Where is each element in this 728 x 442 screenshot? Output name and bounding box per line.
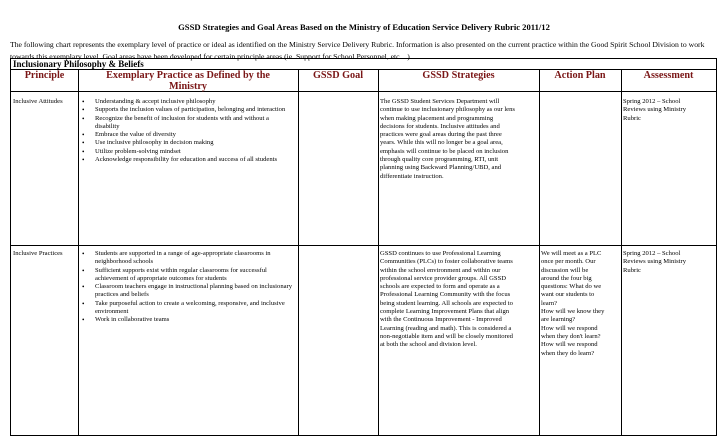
- row2-principle: Inclusive Practices: [13, 250, 63, 257]
- column-divider: [298, 70, 299, 435]
- row1-assessment: Spring 2012 – School Reviews using Ministry Rubric: [623, 98, 687, 122]
- column-divider: [621, 70, 622, 435]
- row2-strategies: GSSD continues to use Professional Learning Communities (PLCs) to foster collaborative teams within the school environment and within our professional service provider groups. All GSSD schools are expected to form and operate as a Professional Learning Community with the focus being student learning. All schools are expected to complete Learning Improvement Plans that align with the Continuous Improvement - Improved Learning (reading and math). This is considered a non-negotiable item and will be closely monitored at both the school and division level.: [380, 250, 513, 349]
- row2-practices: [79, 250, 293, 325]
- header-assessment: Assessment: [621, 70, 716, 92]
- header-goal: GSSD Goal: [298, 70, 378, 92]
- section-title: Inclusionary Philosophy & Beliefs: [11, 59, 716, 70]
- document-title: GSSD Strategies and Goal Areas Based on the Ministry of Education Service Delivery Rubric 2011/12: [178, 22, 550, 32]
- list-item: • Take purposeful action to create a welcoming, responsive, and inclusive environment: [79, 300, 293, 317]
- list-item: • Use inclusive philosophy in decision making: [79, 139, 293, 147]
- column-divider: [539, 70, 540, 435]
- header-principle: Principle: [11, 70, 78, 92]
- list-item: • Work in collaborative teams: [79, 316, 293, 324]
- row2-action: We will meet as a PLC once per month. Our discussion will be around the four big questions: What do we want our students to learn? How will we know they are learning? How will we respond when they don't learn? How will we respond when they do learn?: [541, 250, 605, 357]
- row1-practices: [79, 98, 293, 164]
- row1-strategies: The GSSD Student Services Department will continue to use inclusionary philosophy as our lens when making placement and programming decisions for students. Inclusive attitudes and practices were goal areas during the past three years. While this will no longer be a goal area, emphasis will continue to be placed on inclusion through quality core programming, RTI, unit planning using Backward Planning/UBD, and differentiate instruction.: [380, 98, 515, 180]
- list-item: • Recognize the benefit of inclusion for students with and without a disability: [79, 115, 293, 132]
- header-practice: Exemplary Practice as Defined by the Ministry: [78, 70, 298, 92]
- list-item: • Sufficient supports exist within regular classrooms for successful achievement of appropriate outcomes for students: [79, 267, 293, 284]
- header-strategies: GSSD Strategies: [378, 70, 539, 92]
- intro-paragraph: The following chart represents the exemplary level of practice or ideal as identified on the Ministry Service Delivery Rubric. Information is also presented on the current practice within the Good Spirit School Division to work towards this exemplary level. Goal areas have been developed for certain principle areas (ie. Support for School Personnel, etc…).: [10, 40, 705, 61]
- list-item: • Classroom teachers engage in instructional planning based on inclusionary practices and beliefs: [79, 283, 293, 300]
- list-item: • Understanding & accept inclusive philosophy: [79, 98, 293, 106]
- column-divider: [378, 70, 379, 435]
- list-item: • Utilize problem-solving mindset: [79, 148, 293, 156]
- row2-assessment: Spring 2012 – School Reviews using Ministry Rubric: [623, 250, 687, 274]
- row1-principle: Inclusive Attitudes: [13, 98, 63, 105]
- list-item: • Students are supported in a range of age-appropriate classrooms in neighborhood schools: [79, 250, 293, 267]
- list-item: • Embrace the value of diversity: [79, 131, 293, 139]
- row-divider: [11, 245, 716, 246]
- list-item: • Acknowledge responsibility for education and success of all students: [79, 156, 293, 164]
- list-item: • Supports the inclusion values of participation, belonging and interaction: [79, 106, 293, 114]
- header-action: Action Plan: [539, 70, 621, 92]
- strategies-table: [10, 58, 717, 436]
